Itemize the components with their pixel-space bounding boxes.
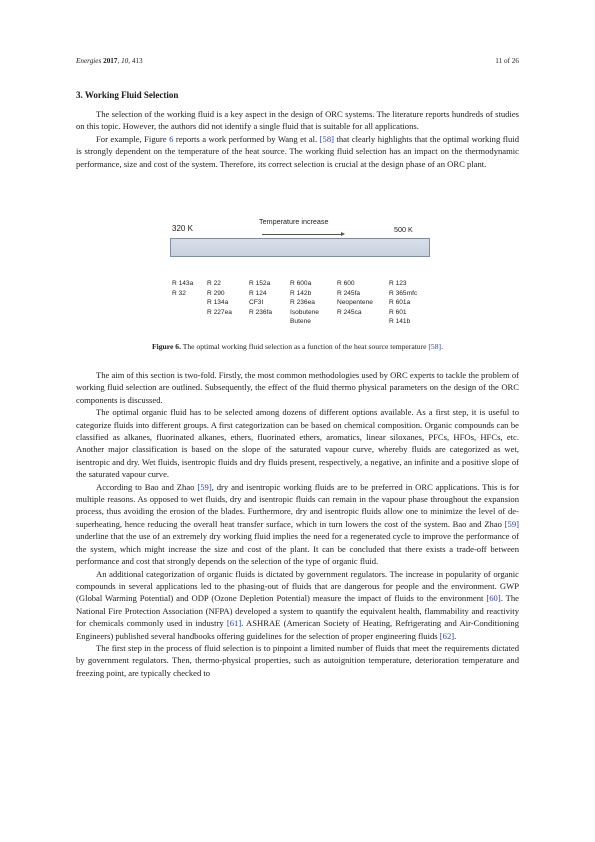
paragraph-7: The first step in the process of fluid selection is to pinpoint a limited number of fluids that meet the requirements dictated by government regulators. Then, thermo-physical properties, such as autoignition temperature, deterioration temperature and freezing point, are typically checked to [76,642,519,678]
paragraph-1: The selection of the working fluid is a key aspect in the design of ORC systems. The literature reports hundreds of studies on this topic. However, the authors did not identify a single fluid that is suitable for all applications. [76,109,519,132]
fluid-label: R 601a [389,299,411,307]
fluid-column-1 [172,279,193,298]
fluid-label: R 227ea [207,308,232,316]
fluid-label: R 600 [337,280,355,287]
fluid-label: R 290 [207,289,225,297]
fluid-label: R 601 [389,308,407,316]
paragraph-5: According to Bao and Zhao [59], dry and isentropic working fluids are to be preferred in ORC applications. This is for multiple reasons. As opposed to wet fluids, dry and isentropic fluids can remain in the vapour phase throughout the expansion process, thus avoiding the erosion of the blades. Furthermore, dry and isentropic fluids allow one to minimize the level of de-superheating, hence reducing the overall heat transfer surface, which in turn lowers the cost of the system. Bao and Zhao [59] underline that the use of an extremely dry working fluid implies the need for a regenerated cycle to improve the performance of the system, which might increase the size and cost of the plant. It can be concluded that there exists a trade-off between performance and cost that strongly depends on the selection of the type of organic fluid. [76,481,519,567]
fluid-label: R 600a [290,280,312,287]
citation-link[interactable]: [59] [197,481,212,492]
running-header: Energies 2017, 10, 413 [76,57,143,65]
fluid-label: R 142b [290,289,312,297]
body-text [76,369,519,679]
figure-caption: Figure 6. The optimal working fluid selection as a function of the heat source temperature [58]. [152,342,443,351]
journal-name: Energies [76,57,102,65]
paragraph-2: For example, Figure 6 reports a work performed by Wang et al. [58] that clearly highlights that the optimal working fluid is strongly dependent on the temperature of the heat source. The working fluid selection has an impact on the thermodynamic performance, size and cost of the system. Therefore, its correct selection is crucial at the design phase of an ORC plant. [76,133,519,169]
fluid-label: R 124 [249,289,267,297]
fluid-label: R 245fa [337,289,361,297]
page-number: 11 of 26 [495,57,519,65]
fluid-label: R 134a [207,299,229,307]
fluid-label: R 245ca [337,308,362,316]
fluid-label: R 32 [172,289,186,297]
fluid-label: R 143a [172,280,194,287]
fluid-column-6 [389,279,417,327]
fluid-column-5 [337,279,373,317]
caption-label: Figure 6. [152,342,181,351]
fluid-label: Isobutene [290,308,319,316]
arrowhead-icon [341,232,345,236]
figure-6 [170,215,432,335]
temperature-axis-label: Temperature increase [259,217,329,226]
citation-link[interactable]: [61] [226,618,242,629]
section-title: 3. Working Fluid Selection [76,90,179,100]
temperature-arrow [262,234,342,235]
fluid-column-2 [207,279,232,317]
fluid-label: R 236ea [290,299,315,307]
fluid-column-3 [249,279,272,317]
fluid-label: R 123 [389,280,407,287]
fluid-label: R 152a [249,280,271,287]
fluid-label: R 141b [389,318,411,326]
citation-link[interactable]: [62] [439,630,455,641]
high-temp-label: 500 K [394,225,413,234]
low-temp-label: 320 K [172,224,193,233]
citation-link[interactable]: [59] [504,518,519,529]
journal-volume: 10 [121,57,129,65]
fluid-label: R 236fa [249,308,273,316]
journal-year: 2017 [103,57,118,65]
temperature-bar [170,238,430,257]
citation-link[interactable]: [58] [428,342,442,351]
paragraph-3: The aim of this section is two-fold. Firstly, the most common methodologies used by ORC experts to tackle the problem of working fluid selection are outlined. Subsequently, the effect of the fluid thermo physical parameters on the design of the ORC components is discussed. [76,370,519,405]
paragraph-4: The optimal organic fluid has to be selected among dozens of different options available. As a first step, it is useful to categorize fluids into different groups. A first categorization can be based on chemical composition. Organic compounds can be classified as alkanes, fluorinated alkanes, ethers, fluorinated ethers, aromatics, linear siloxanes, PFCs, HFOs, HFCs, etc. Another major classification is based on the slope of the saturated vapour curve, whereby fluids are categorized as wet, isentropic and dry. Wet fluids, isentropic fluids and dry fluids present, respectively, a negative, an infinite and a positive slope of the saturated vapour curve. [76,407,519,480]
citation-link[interactable]: [60] [486,593,501,604]
fluid-label: Butene [290,318,311,326]
fluid-label: CF3I [249,299,264,307]
intro-text [76,108,519,170]
paragraph-6: An additional categorization of organic fluids is dictated by government regulators. The increase in popularity of organic compounds in several applications led to the phasing-out of fluids that are dangerous for people and the environment. GWP (Global Warming Potential) and ODP (Ozone Depletion Potential) measure the impact of fluids to the environment [60]. The National Fire Protection Association (NFPA) developed a system to quantify the equivalent health, flammability and reactivity for chemicals commonly used in industry [61]. ASHRAE (American Society of Heating, Refrigerating and Air-Conditioning Engineers) published several handbooks offering guidelines for the selection of proper engineering fluids [62]. [76,568,519,641]
citation-link[interactable]: [58] [319,133,334,144]
figure-link[interactable]: 6 [169,133,174,144]
journal-page-ref: 413 [131,57,143,65]
fluid-label: R 22 [207,280,221,287]
fluid-label: R 365mfc [389,289,418,297]
fluid-label: Neopentene [337,299,373,307]
fluid-column-4 [290,279,319,327]
